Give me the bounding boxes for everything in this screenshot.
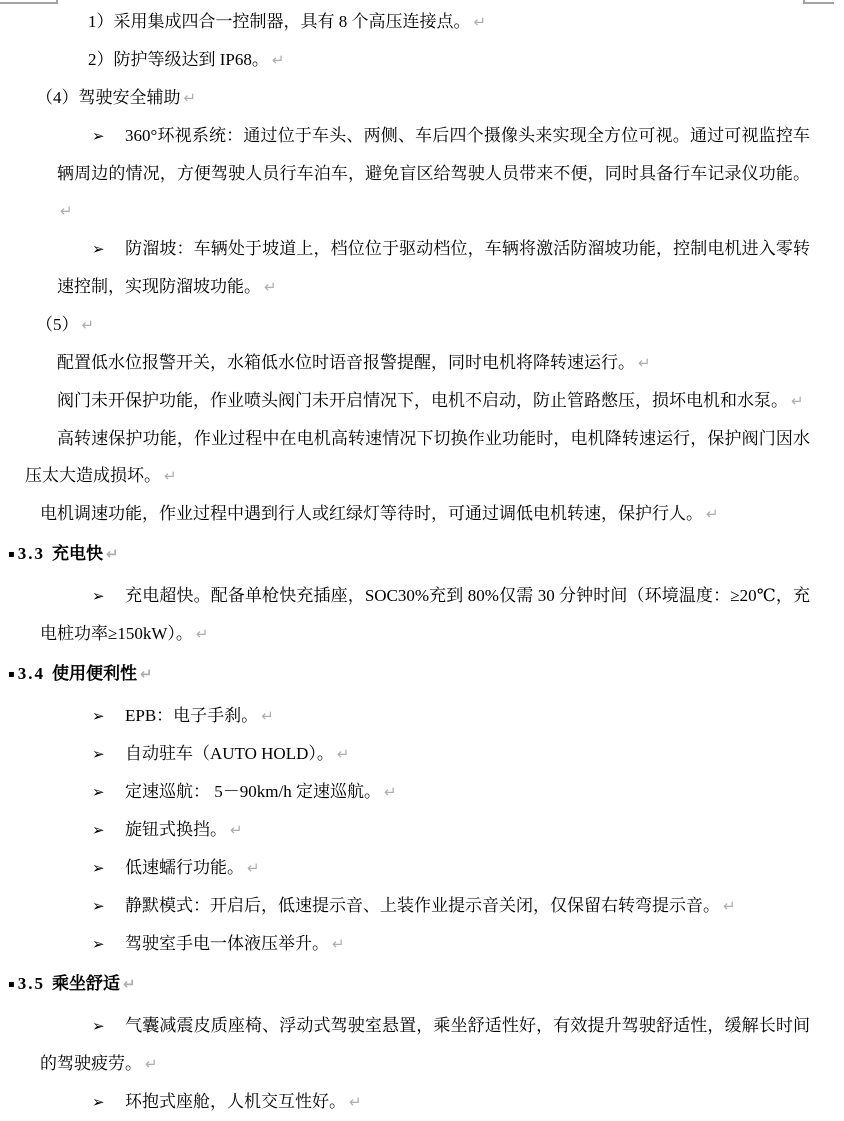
heading-square-bullet-icon: ▪ xyxy=(8,669,15,680)
paragraph-return-mark-icon: ↵ xyxy=(123,975,136,993)
paragraph-text: 气囊减震皮质座椅、浮动式驾驶室悬置，乘坐舒适性好，有效提升驾驶舒适性，缓解长时间的驾驶疲劳。 xyxy=(40,1016,810,1073)
paragraph xyxy=(0,577,844,653)
paragraph xyxy=(0,230,844,306)
paragraph xyxy=(0,925,844,963)
arrow-bullet-icon: ➢ xyxy=(92,1017,105,1035)
section-heading xyxy=(0,655,844,693)
section-heading xyxy=(0,965,844,1003)
paragraph xyxy=(0,306,844,344)
section-heading xyxy=(0,535,844,573)
heading-text: 充电快 xyxy=(52,544,104,563)
heading-number: 3.3 xyxy=(17,544,46,563)
arrow-bullet-icon: ➢ xyxy=(92,240,105,258)
paragraph-return-mark-icon: ↵ xyxy=(264,278,277,296)
heading-square-bullet-icon: ▪ xyxy=(8,549,15,560)
paragraph-return-mark-icon: ↵ xyxy=(791,392,804,410)
arrow-bullet-icon: ➢ xyxy=(92,587,105,605)
arrow-bullet-icon: ➢ xyxy=(92,935,105,953)
paragraph-text: （5） xyxy=(36,315,79,334)
arrow-bullet-icon: ➢ xyxy=(92,127,105,145)
paragraph xyxy=(0,735,844,773)
paragraph-text: 阀门未开保护功能，作业喷头阀门未开启情况下，电机不启动，防止管路憋压，损坏电机和水泵。 xyxy=(57,391,788,410)
paragraph-return-mark-icon: ↵ xyxy=(140,665,153,683)
paragraph-text: 电机调速功能，作业过程中遇到行人或红绿灯等待时，可通过调低电机转速，保护行人。 xyxy=(40,504,703,523)
paragraph-text: 驾驶室手电一体液压举升。 xyxy=(125,934,329,953)
paragraph-text: 充电超快。配备单枪快充插座，SOC30%充到 80%仅需 30 分钟时间（环境温度：≥20℃，充电桩功率≥150kW）。 xyxy=(40,586,810,643)
paragraph xyxy=(0,811,844,849)
paragraph-text: EPB：电子手刹。 xyxy=(125,706,259,725)
arrow-bullet-icon: ➢ xyxy=(92,783,105,801)
heading-number: 3.4 xyxy=(17,664,46,683)
paragraph-text: 自动驻车（AUTO HOLD）。 xyxy=(125,744,334,763)
arrow-bullet-icon: ➢ xyxy=(92,859,105,877)
heading-square-bullet-icon: ▪ xyxy=(8,979,15,990)
arrow-bullet-icon: ➢ xyxy=(92,707,105,725)
paragraph xyxy=(0,117,844,230)
paragraph-return-mark-icon: ↵ xyxy=(349,1093,362,1111)
paragraph-return-mark-icon: ↵ xyxy=(247,859,260,877)
paragraph xyxy=(0,79,844,117)
arrow-bullet-icon: ➢ xyxy=(92,745,105,763)
paragraph-return-mark-icon: ↵ xyxy=(271,51,285,69)
paragraph xyxy=(0,382,844,420)
paragraph xyxy=(0,697,844,735)
arrow-bullet-icon: ➢ xyxy=(92,1093,105,1111)
paragraph xyxy=(0,3,844,41)
paragraph-text: 防溜坡：车辆处于坡道上，档位位于驱动档位，车辆将激活防溜坡功能，控制电机进入零转速控制，实现防溜坡功能。 xyxy=(57,239,810,296)
paragraph xyxy=(0,887,844,925)
arrow-bullet-icon: ➢ xyxy=(92,897,105,915)
paragraph xyxy=(0,1007,844,1083)
paragraph-return-mark-icon: ↵ xyxy=(383,783,397,801)
paragraph-text: 1）采用集成四合一控制器，具有 8 个高压连接点。 xyxy=(88,12,471,31)
paragraph-text: 静默模式：开启后，低速提示音、上装作业提示音关闭，仅保留右转弯提示音。 xyxy=(125,896,720,915)
heading-text: 使用便利性 xyxy=(52,664,138,683)
paragraph-text: 高转速保护功能，作业过程中在电机高转速情况下切换作业功能时，电机降转速运行，保护阀门因水压太大造成损坏。 xyxy=(25,429,810,485)
paragraph-return-mark-icon: ↵ xyxy=(230,821,243,839)
paragraph xyxy=(0,1083,844,1121)
paragraph-return-mark-icon: ↵ xyxy=(183,89,197,107)
paragraph xyxy=(0,41,844,79)
paragraph xyxy=(0,495,844,533)
paragraph-text: 2）防护等级达到 IP68。 xyxy=(88,50,269,69)
paragraph-text: 环抱式座舱，人机交互性好。 xyxy=(125,1092,346,1111)
paragraph-text: 定速巡航： 5－90km/h 定速巡航。 xyxy=(125,782,381,801)
paragraph-return-mark-icon: ↵ xyxy=(261,707,274,725)
paragraph xyxy=(0,849,844,887)
paragraph-return-mark-icon: ↵ xyxy=(106,545,119,563)
paragraph-return-mark-icon: ↵ xyxy=(638,354,651,372)
paragraph-return-mark-icon: ↵ xyxy=(723,897,736,915)
arrow-bullet-icon: ➢ xyxy=(92,821,105,839)
paragraph xyxy=(0,773,844,811)
paragraph-return-mark-icon: ↵ xyxy=(164,467,177,485)
paragraph-return-mark-icon: ↵ xyxy=(473,13,487,31)
paragraph-return-mark-icon: ↵ xyxy=(60,202,73,220)
paragraph-return-mark-icon: ↵ xyxy=(145,1055,158,1073)
paragraph-return-mark-icon: ↵ xyxy=(336,745,350,763)
paragraph xyxy=(0,344,844,382)
paragraph-text: （4）驾驶安全辅助 xyxy=(36,88,181,107)
paragraph-return-mark-icon: ↵ xyxy=(706,505,719,523)
paragraph-text: 低速蠕行功能。 xyxy=(125,858,244,877)
paragraph-return-mark-icon: ↵ xyxy=(81,316,95,334)
paragraph xyxy=(0,420,844,495)
paragraph-text: 旋钮式换挡。 xyxy=(125,820,227,839)
heading-text: 乘坐舒适 xyxy=(52,974,121,993)
paragraph-text: 360°环视系统：通过位于车头、两侧、车后四个摄像头来实现全方位可视。通过可视监控车辆周边的情况，方便驾驶人员行车泊车，避免盲区给驾驶人员带来不便，同时具备行车记录仪功能。 xyxy=(57,126,810,183)
heading-number: 3.5 xyxy=(17,974,46,993)
paragraph-return-mark-icon: ↵ xyxy=(332,935,345,953)
paragraph-return-mark-icon: ↵ xyxy=(195,625,209,643)
paragraph-text: 配置低水位报警开关，水箱低水位时语音报警提醒，同时电机将降转速运行。 xyxy=(57,353,635,372)
